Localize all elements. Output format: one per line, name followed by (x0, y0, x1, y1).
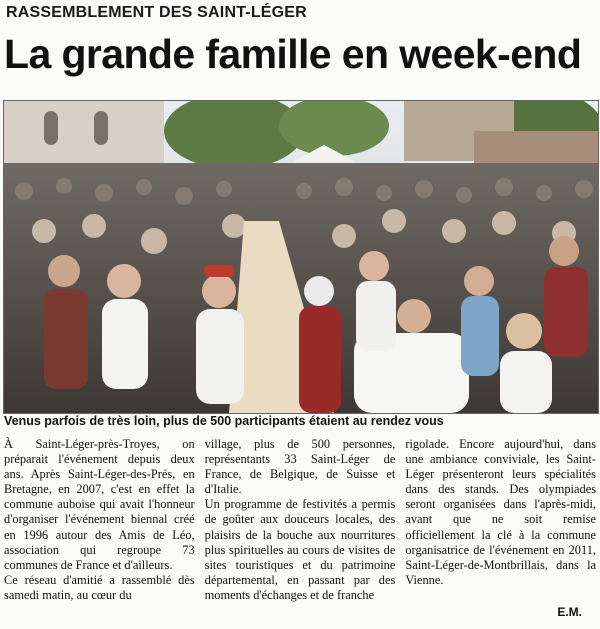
article-column-3 (405, 437, 596, 627)
paragraph: rigolade. Encore aujourd'hui, dans une ambiance conviviale, les Saint-Léger présenteront leurs spécialités dans des stands. Des olympiades seront organisées dans l'après-midi, avant que ne soit remise officiellement la clé à la commune organisatrice de l'événement en 2011, Saint-Léger-de-Montbrillais, dans la Vienne. (405, 437, 597, 587)
paragraph: Un programme de festivités a permis de goûter aux douceurs locales, des plaisirs de la bouche aux nourritures plus spirituelles au cours de visites de sites touristiques et du patrimoine départemental, en passant par des moments d'échanges et de franche (204, 497, 396, 602)
article-column-1 (4, 437, 195, 627)
paragraph: Ce réseau d'amitié a rassemblé dès samedi matin, au cœur du (4, 572, 195, 602)
author-signature: E.M. (557, 605, 582, 619)
paragraph: village, plus de 500 personnes, représentants 33 Saint-Léger de France, de Belgique, de Suisse et d'Italie. (204, 437, 396, 497)
article-body (4, 437, 596, 627)
article-headline: La grande famille en week-end (4, 31, 582, 77)
paragraph: À Saint-Léger-près-Troyes, on préparait l'événement depuis deux ans. Après Saint-Léger-des-Prés, en Bretagne, en 2007, c'est en effet la commune auboise qui avait l'honneur d'organiser l'événement biennal créé en 1996 autour des Amis de Léo, association qui regroupe 73 communes de France et d'ailleurs. (4, 437, 195, 572)
photo-caption: Venus parfois de très loin, plus de 500 participants étaient au rendez vous (4, 414, 444, 428)
article-photo (3, 100, 599, 414)
article-kicker: RASSEMBLEMENT DES SAINT-LÉGER (6, 4, 307, 21)
article-column-2 (205, 437, 396, 627)
